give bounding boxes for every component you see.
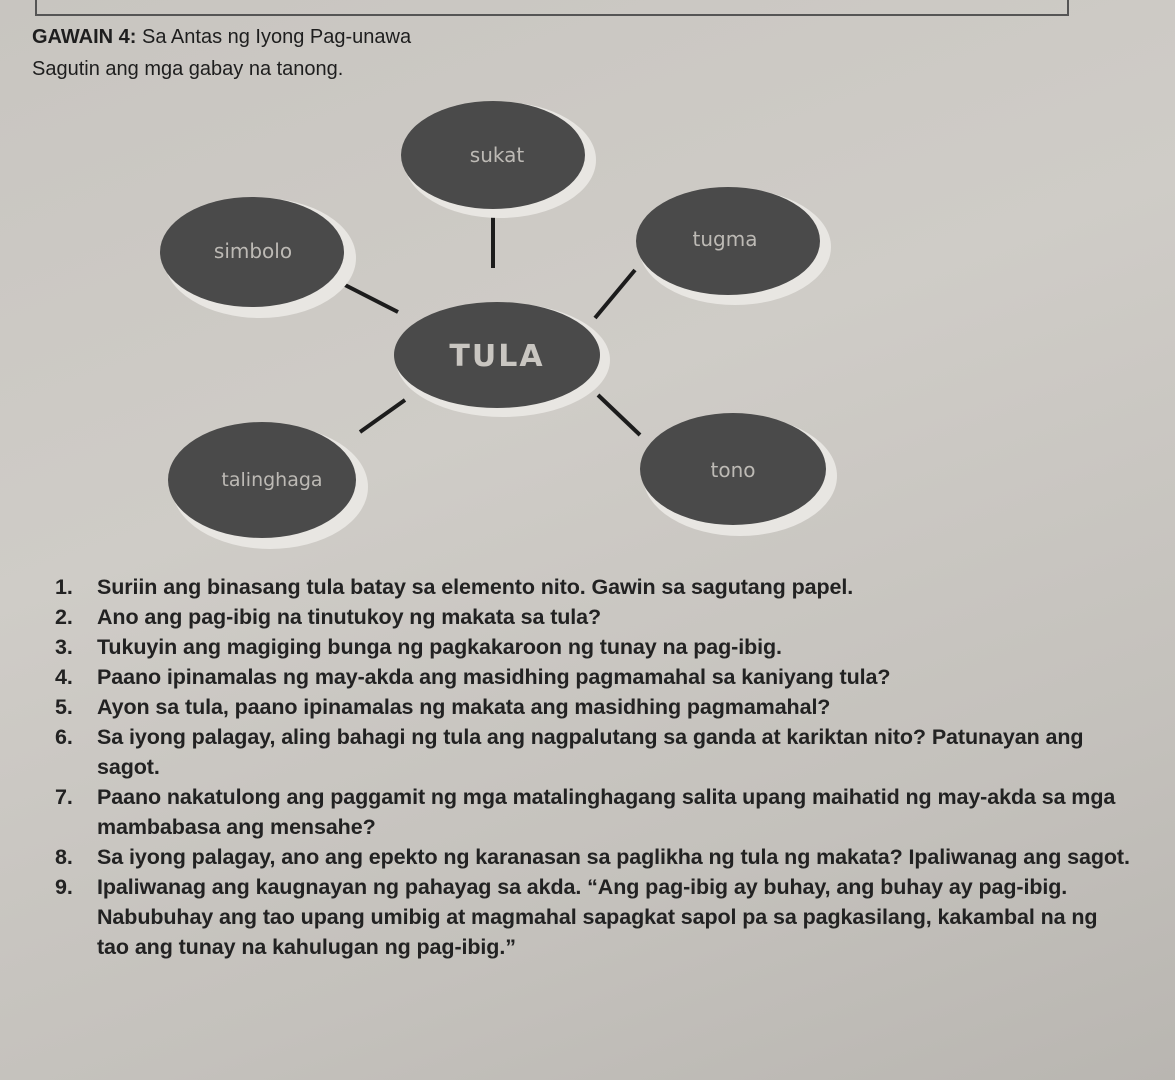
activity-title: GAWAIN 4: Sa Antas ng Iyong Pag-unawa — [32, 26, 412, 48]
question-item: 9. Ipaliwanag ang kaugnayan ng pahayag sa akda. “Ang pag-ibig ay buhay, ang buhay ay pag-ibig. Nabubuhay ang tao upang umibig at magmahal sapagkat sapol pa sa pagkasilang, kakambal na ng tao ang tunay na kahulugan ng pag-ibig.” — [55, 875, 1098, 959]
node-talinghaga — [168, 422, 368, 549]
connector-tugma — [595, 270, 635, 318]
connector-simbolo — [345, 285, 398, 312]
connector-tono — [598, 395, 640, 435]
question-item: 6. Sa iyong palagay, aling bahagi ng tula ang nagpalutang sa ganda at kariktan nito? Patunayan ang sagot. — [55, 725, 1084, 779]
instruction: Sagutin ang mga gabay na tanong. — [32, 58, 344, 80]
connector-talinghaga — [360, 400, 405, 432]
node-tula-center — [394, 302, 610, 417]
node-label: tugma — [692, 227, 758, 251]
node-label: simbolo — [213, 239, 293, 263]
question-item: 1. Suriin ang binasang tula batay sa elemento nito. Gawin sa sagutang papel. — [55, 575, 854, 599]
node-tono — [640, 413, 837, 536]
node-label: TULA — [449, 339, 545, 374]
node-simbolo — [160, 197, 356, 318]
node-tugma — [636, 187, 831, 305]
node-sukat — [401, 101, 596, 218]
question-list — [55, 572, 1135, 962]
question-item: 2. Ano ang pag-ibig na tinutukoy ng makata sa tula? — [55, 605, 602, 629]
node-label: talinghaga — [221, 469, 323, 491]
question-item: 7. Paano nakatulong ang paggamit ng mga matalinghagang salita upang maihatid ng may-akda sa mga mambabasa ang mensahe? — [55, 785, 1116, 839]
node-label: tono — [710, 458, 756, 482]
question-item: 5. Ayon sa tula, paano ipinamalas ng makata ang masidhing pagmamahal? — [55, 695, 831, 719]
node-label: sukat — [469, 143, 525, 167]
question-item: 4. Paano ipinamalas ng may-akda ang masidhing pagmamahal sa kaniyang tula? — [55, 665, 891, 689]
question-item: 3. Tukuyin ang magiging bunga ng pagkakaroon ng tunay na pag-ibig. — [55, 635, 782, 659]
question-item: 8. Sa iyong palagay, ano ang epekto ng karanasan sa paglikha ng tula ng makata? Ipaliwanag ang sagot. — [55, 845, 1130, 869]
